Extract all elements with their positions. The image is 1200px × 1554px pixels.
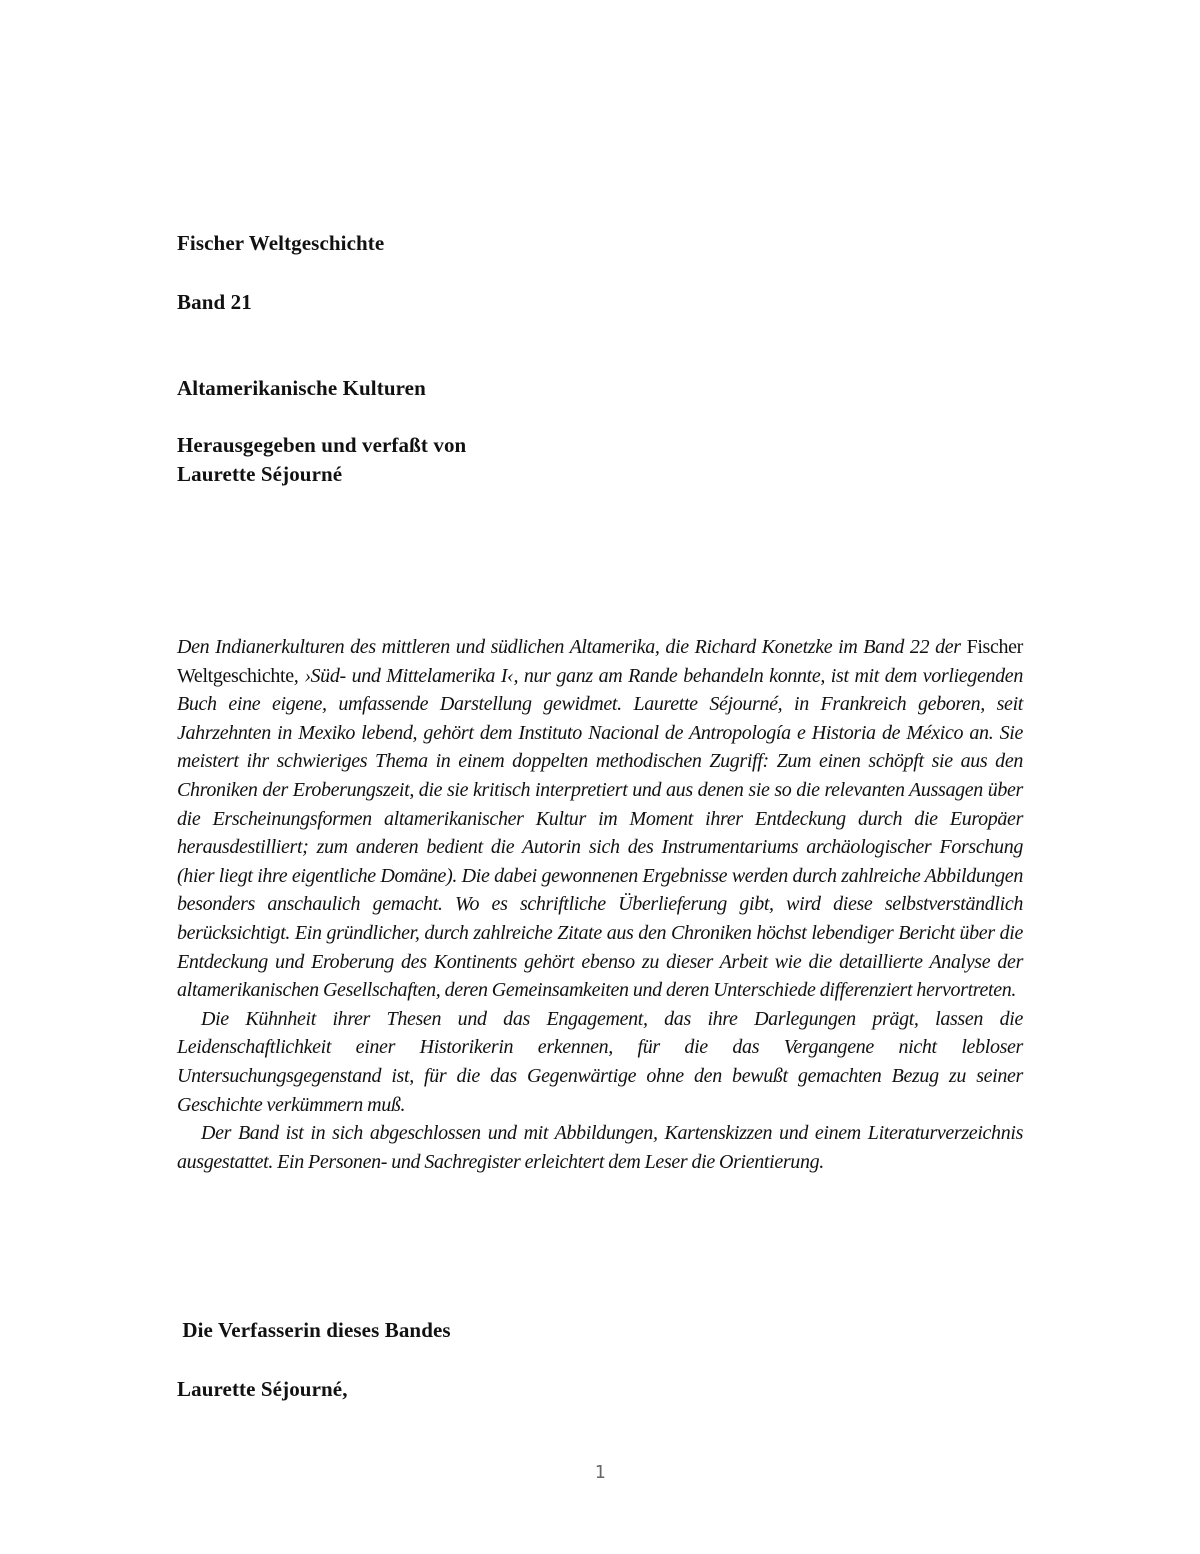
volume-number: Band 21 xyxy=(177,290,252,314)
editor-line: Herausgegeben und verfaßt von xyxy=(177,433,467,457)
blurb-text: , ›Süd- und Mittelamerika I‹, nur ganz am Rande behandeln konnte, ist mit dem vorliegenden Buch eine eigene, umfassende Darstellung gewidmet. Laurette Séjourné, in Frankreich geboren, seit Jahrzehnten in Mexiko lebend, gehört dem Instituto Nacional de Antropología e Historia de México an. Sie meistert ihr schwieriges Thema in einem doppelten methodischen Zugriff: Zum einen schöpft sie aus den Chroniken der Eroberungszeit, die sie kritisch interpretiert und aus denen sie so die relevanten Aussagen über die Erscheinungsformen altamerikanischer Kultur im Moment ihrer Entdeckung durch die Europäer herausdestilliert; zum anderen bedient die Autorin sich des Instrumentariums archäologischer Forschung (hier liegt ihre eigentliche Domäne). Die dabei gewonnenen Ergebnisse werden durch zahlreiche Abbildungen besonders anschaulich gemacht. Wo es schriftliche Überlieferung gibt, wird diese selbstverständlich berücksichtigt. Ein gründlicher, durch zahlreiche Zitate aus den Chroniken höchst lebendiger Bericht über die Entdeckung und Eroberung des Kontinents gehört ebenso zu dieser Arbeit wie die detaillierte Analyse der altamerikanischen Gesellschaften, deren Gemeinsamkeiten und deren Unterschiede differenziert hervortreten. xyxy=(177,664,1023,1002)
author-name: Laurette Séjourné, xyxy=(177,1377,348,1401)
author-section-heading: Die Verfasserin dieses Bandes xyxy=(177,1318,451,1342)
page-number: 1 xyxy=(594,1462,606,1483)
blurb-paragraph-1 xyxy=(177,633,1023,1005)
blurb-text: Den Indianerkulturen des mittleren und südlichen Altamerika, die Richard Konetzke im Band 22 der xyxy=(177,636,967,658)
editor-name: Laurette Séjourné xyxy=(177,462,343,486)
book-blurb xyxy=(177,633,1023,1176)
book-title: Altamerikanische Kulturen xyxy=(177,376,426,400)
series-title: Fischer Weltgeschichte xyxy=(177,231,385,255)
blurb-paragraph-3: Der Band ist in sich abgeschlossen und mit Abbildungen, Kartenskizzen und einem Literaturverzeichnis ausgestattet. Ein Personen- und Sachregister erleichtert dem Leser die Orientierung. xyxy=(177,1122,1023,1173)
blurb-paragraph-2: Die Kühnheit ihrer Thesen und das Engagement, das ihre Darlegungen prägt, lassen die Leidenschaftlichkeit einer Historikerin erkennen, für die das Vergangene nicht lebloser Untersuchungsgegenstand ist, für die das Gegenwärtige ohne den bewußt gemachten Bezug zu seiner Geschichte verkümmern muß. xyxy=(177,1007,1023,1116)
series-name-inline: Fischer Weltgeschichte xyxy=(177,636,1023,687)
